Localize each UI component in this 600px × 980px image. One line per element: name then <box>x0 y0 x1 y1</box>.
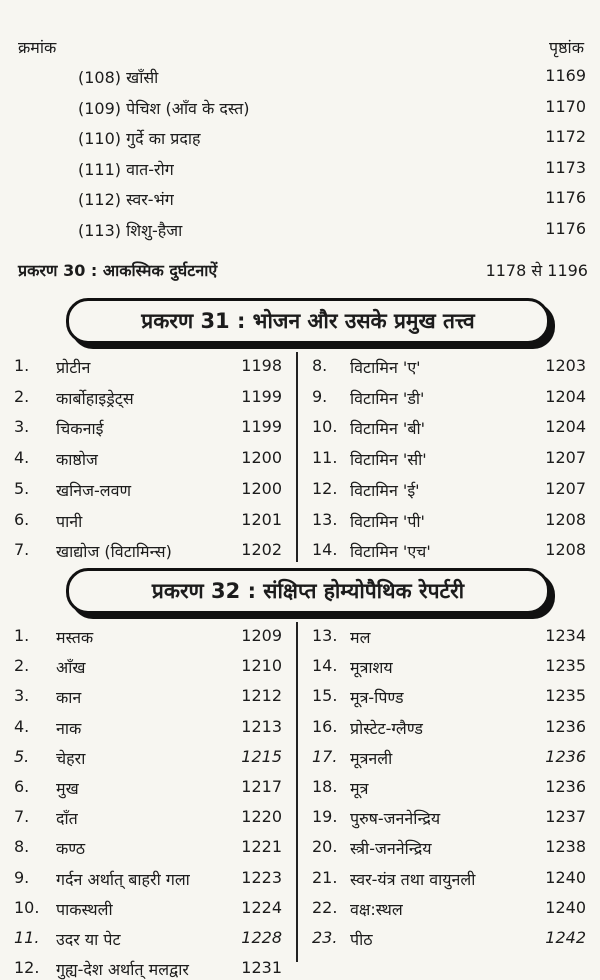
chapter32-banner: प्रकरण 32 : संक्षिप्त होम्योपैथिक रेपर्टरी <box>66 568 550 614</box>
item-label: खनिज-लवण <box>56 480 132 500</box>
item-label: गुह्य-देश अर्थात् मलद्वार <box>56 960 189 980</box>
item-number: 12. <box>14 958 40 978</box>
item-number: 5. <box>14 478 30 498</box>
item-label: मस्तक <box>56 628 94 647</box>
item-label: मूत्र-पिण्ड <box>350 688 404 708</box>
item-number: 7. <box>14 540 30 560</box>
item-number: 9. <box>312 386 328 406</box>
item-label: विटामिन 'बी' <box>350 419 426 439</box>
item-number: 12. <box>312 478 338 498</box>
item-number: 13. <box>312 509 338 529</box>
item-label: उदर या पेट <box>56 930 121 949</box>
item-page: 1201 <box>241 509 282 529</box>
item-label: प्रोस्टेट-ग्लैण्ड <box>350 718 423 738</box>
list-item-label: (108) खाँसी <box>78 68 159 87</box>
item-label: स्त्री-जननेन्द्रिय <box>350 839 432 859</box>
item-label: प्रोटीन <box>56 358 91 377</box>
item-page: 1236 <box>545 777 586 796</box>
item-number: 2. <box>14 656 30 676</box>
item-page: 1217 <box>241 777 282 796</box>
item-label: विटामिन 'डी' <box>350 388 425 408</box>
item-number: 5. <box>14 746 30 766</box>
item-page: 1199 <box>241 417 282 437</box>
item-number: 3. <box>14 417 30 437</box>
item-label: पाकस्थली <box>56 899 113 919</box>
item-label: काष्ठोज <box>56 450 98 470</box>
list-item-label: (113) शिशु-हैजा <box>78 220 183 240</box>
list-item-page: 1176 <box>545 218 586 238</box>
item-label: चेहरा <box>56 748 86 768</box>
item-number: 18. <box>312 777 338 796</box>
item-page: 1234 <box>545 626 586 645</box>
item-label: कार्बोहाइड्रेट्स <box>56 388 134 408</box>
item-page: 1215 <box>241 746 282 766</box>
item-label: मूत्र <box>350 779 369 798</box>
item-number: 14. <box>312 656 338 676</box>
item-number: 3. <box>14 686 30 706</box>
list-item-page: 1173 <box>545 157 586 177</box>
list-item-label: (110) गुर्दे का प्रदाह <box>78 129 201 148</box>
item-page: 1240 <box>545 867 586 887</box>
item-page: 1213 <box>241 716 282 736</box>
item-label: कान <box>56 688 82 708</box>
item-label: गर्दन अर्थात् बाहरी गला <box>56 869 190 889</box>
item-number: 2. <box>14 386 30 406</box>
item-page: 1235 <box>545 656 586 676</box>
item-number: 16. <box>312 716 338 736</box>
chapter30-title: प्रकरण 30 : आकस्मिक दुर्घटनाऐं <box>18 261 218 280</box>
item-number: 20. <box>312 837 338 857</box>
item-page: 1220 <box>241 807 282 827</box>
item-number: 13. <box>312 626 338 645</box>
column-divider <box>296 352 298 562</box>
item-number: 19. <box>312 807 338 827</box>
item-label: विटामिन 'एच' <box>350 542 431 562</box>
item-number: 6. <box>14 509 30 529</box>
list-item-page: 1176 <box>545 188 586 207</box>
item-page: 1204 <box>545 417 586 437</box>
item-label: स्वर-यंत्र तथा वायुनली <box>350 869 476 889</box>
item-page: 1198 <box>241 356 282 375</box>
item-label: चिकनाई <box>56 419 104 439</box>
item-number: 17. <box>312 746 338 766</box>
item-page: 1208 <box>545 509 586 529</box>
item-page: 1208 <box>545 540 586 560</box>
item-page: 1231 <box>241 958 282 978</box>
item-label: मूत्राशय <box>350 658 393 678</box>
item-number: 22. <box>312 897 338 917</box>
item-page: 1200 <box>241 478 282 498</box>
item-number: 8. <box>312 356 328 375</box>
item-label: पीठ <box>350 930 373 949</box>
item-page: 1228 <box>241 928 282 947</box>
item-label: पानी <box>56 511 83 531</box>
list-item-label: (112) स्वर-भंग <box>78 190 174 209</box>
item-page: 1209 <box>241 626 282 645</box>
item-number: 11. <box>312 448 338 468</box>
item-label: मुख <box>56 779 79 798</box>
item-number: 7. <box>14 807 30 827</box>
item-number: 15. <box>312 686 338 706</box>
item-page: 1210 <box>241 656 282 676</box>
item-number: 21. <box>312 867 338 887</box>
item-number: 4. <box>14 448 30 468</box>
item-label: विटामिन 'पी' <box>350 511 425 531</box>
item-number: 4. <box>14 716 30 736</box>
item-page: 1224 <box>241 897 282 917</box>
item-label: मल <box>350 628 371 647</box>
list-item-label: (109) पेचिश (आँव के दस्त) <box>78 98 250 118</box>
item-label: आँख <box>56 658 86 678</box>
item-label: पुरुष-जननेन्द्रिय <box>350 809 441 829</box>
item-label: दाँत <box>56 809 78 829</box>
item-page: 1203 <box>545 356 586 375</box>
item-page: 1238 <box>545 837 586 857</box>
item-number: 10. <box>312 417 338 437</box>
list-item-page: 1172 <box>545 127 586 146</box>
item-page: 1240 <box>545 897 586 917</box>
item-number: 11. <box>14 928 40 947</box>
item-page: 1207 <box>545 478 586 498</box>
header-serial: क्रमांक <box>18 38 57 57</box>
item-label: कण्ठ <box>56 839 86 859</box>
item-label: विटामिन 'ई' <box>350 480 420 500</box>
item-page: 1199 <box>241 386 282 406</box>
item-label: वक्ष:स्थल <box>350 899 403 919</box>
item-number: 9. <box>14 867 30 887</box>
item-label: विटामिन 'सी' <box>350 450 427 470</box>
chapter31-banner: प्रकरण 31 : भोजन और उसके प्रमुख तत्त्व <box>66 298 550 344</box>
item-page: 1236 <box>545 746 586 766</box>
header-page: पृष्ठांक <box>549 38 584 57</box>
item-number: 1. <box>14 626 30 645</box>
item-page: 1237 <box>545 807 586 827</box>
item-page: 1204 <box>545 386 586 406</box>
item-page: 1212 <box>241 686 282 706</box>
item-page: 1202 <box>241 540 282 560</box>
chapter30-pages: 1178 से 1196 <box>485 261 588 280</box>
item-number: 6. <box>14 777 30 796</box>
list-item-label: (111) वात-रोग <box>78 159 174 179</box>
item-page: 1242 <box>545 928 586 947</box>
item-number: 14. <box>312 540 338 560</box>
item-label: मूत्रनली <box>350 748 393 768</box>
item-page: 1235 <box>545 686 586 706</box>
item-number: 8. <box>14 837 30 857</box>
list-item-page: 1169 <box>545 66 586 85</box>
item-page: 1236 <box>545 716 586 736</box>
item-page: 1221 <box>241 837 282 857</box>
item-number: 23. <box>312 928 338 947</box>
item-number: 1. <box>14 356 30 375</box>
column-divider <box>296 622 298 962</box>
item-page: 1207 <box>545 448 586 468</box>
item-number: 10. <box>14 897 40 917</box>
item-label: विटामिन 'ए' <box>350 358 421 377</box>
item-page: 1223 <box>241 867 282 887</box>
item-page: 1200 <box>241 448 282 468</box>
item-label: खाद्योज (विटामिन्स) <box>56 542 172 562</box>
list-item-page: 1170 <box>545 96 586 116</box>
item-label: नाक <box>56 718 82 738</box>
